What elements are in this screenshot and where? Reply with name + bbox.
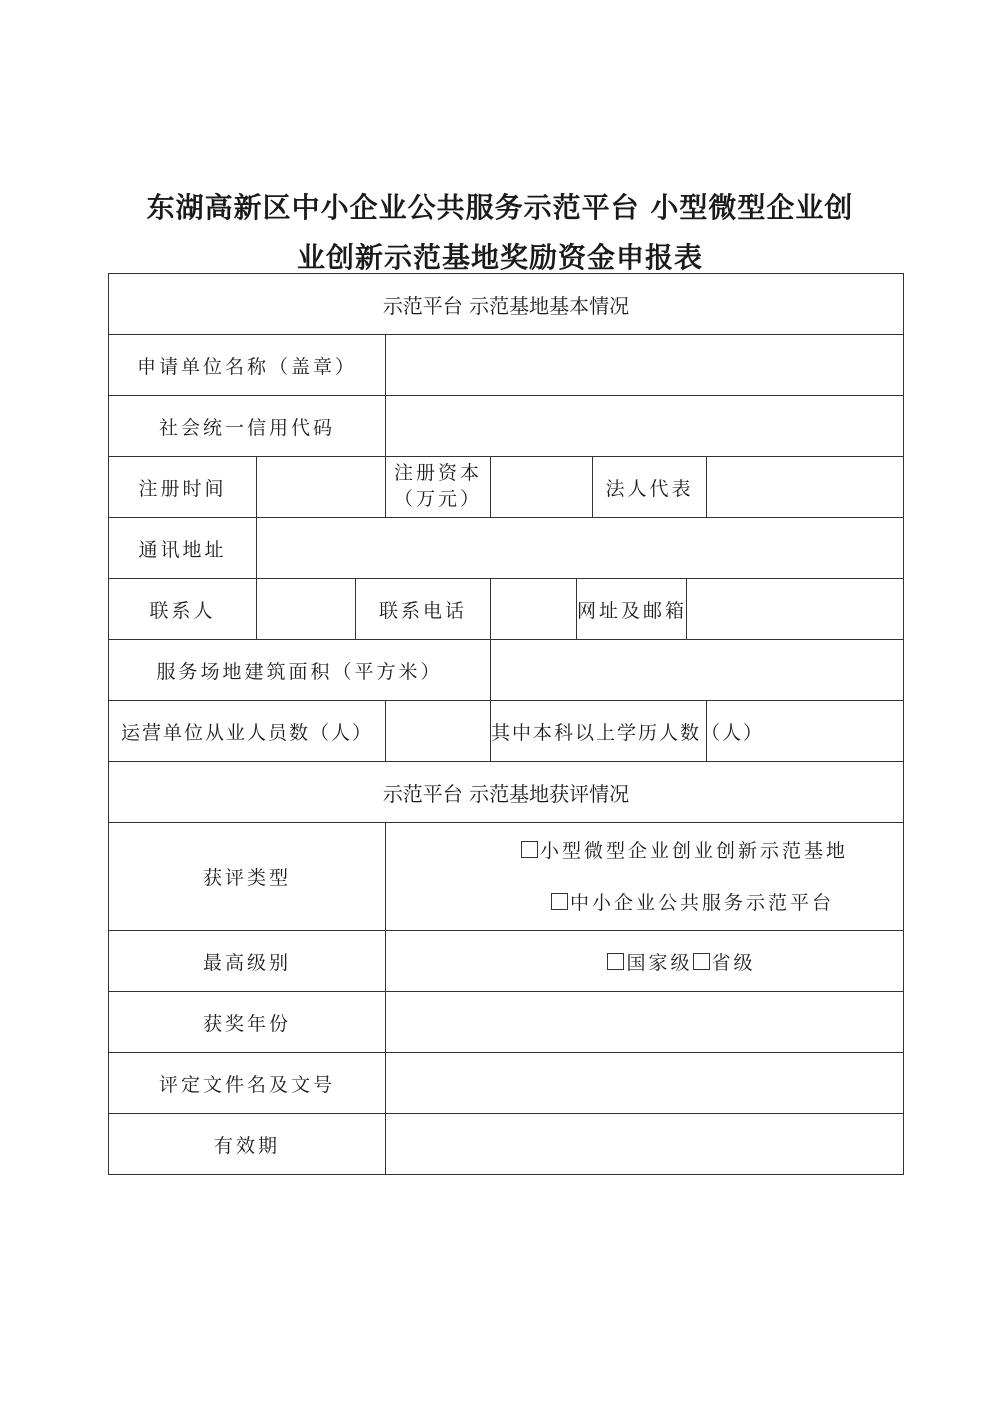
bachelor-count-label: 其中本科以上学历人数（人）: [491, 701, 707, 762]
contact-field[interactable]: [257, 579, 356, 640]
table-row: [109, 931, 904, 992]
applicant-name-field[interactable]: [386, 335, 904, 396]
validity-field[interactable]: [386, 1114, 904, 1175]
award-type-label: 获评类型: [109, 823, 386, 931]
table-row: [109, 1053, 904, 1114]
table-row: [109, 335, 904, 396]
table-row: [109, 640, 904, 701]
legal-rep-label: 法人代表: [593, 457, 707, 518]
table-row: [109, 579, 904, 640]
applicant-name-label: 申请单位名称（盖章）: [109, 335, 386, 396]
award-year-label: 获奖年份: [109, 992, 386, 1053]
option-label: 小型微型企业创业创新示范基地: [539, 839, 848, 862]
register-time-label: 注册时间: [109, 457, 257, 518]
register-capital-label-line1: 注册资本: [393, 462, 482, 485]
website-email-label: 网址及邮箱: [577, 579, 687, 640]
address-label: 通讯地址: [109, 518, 257, 579]
table-row: [109, 274, 904, 335]
option-label: 中小企业公共服务示范平台: [569, 891, 834, 914]
table-row: [109, 762, 904, 823]
section-award-header: 示范平台 示范基地获评情况: [109, 762, 904, 823]
award-type-option-1[interactable]: [466, 825, 903, 877]
credit-code-field[interactable]: [386, 396, 904, 457]
register-capital-field[interactable]: [491, 457, 593, 518]
award-type-option-2[interactable]: [466, 877, 903, 929]
award-year-field[interactable]: [386, 992, 904, 1053]
address-field[interactable]: [257, 518, 904, 579]
staff-count-field[interactable]: [386, 701, 491, 762]
doc-name-field[interactable]: [386, 1053, 904, 1114]
option-label: 国家级: [626, 951, 693, 974]
level-option-provincial[interactable]: [693, 952, 756, 974]
table-row: [109, 396, 904, 457]
website-email-field[interactable]: [687, 579, 904, 640]
option-label: 省级: [711, 951, 756, 974]
checkbox-icon[interactable]: [551, 893, 568, 910]
register-time-field[interactable]: [257, 457, 386, 518]
floor-area-field[interactable]: [491, 640, 904, 701]
register-capital-label-line2: （万元）: [393, 488, 482, 510]
application-form-table: [108, 273, 904, 1175]
table-row: [109, 518, 904, 579]
credit-code-label: 社会统一信用代码: [109, 396, 386, 457]
contact-phone-field[interactable]: [491, 579, 577, 640]
award-type-options: [386, 823, 904, 931]
floor-area-label: 服务场地建筑面积（平方米）: [109, 640, 491, 701]
contact-label: 联系人: [109, 579, 257, 640]
document-title-line2: 业创新示范基地奖励资金申报表: [296, 241, 703, 274]
table-row: [109, 1114, 904, 1175]
validity-label: 有效期: [109, 1114, 386, 1175]
section-basic-header: 示范平台 示范基地基本情况: [109, 274, 904, 335]
table-row: [109, 992, 904, 1053]
legal-rep-field[interactable]: [707, 457, 904, 518]
contact-phone-label: 联系电话: [356, 579, 491, 640]
checkbox-icon[interactable]: [607, 953, 624, 970]
table-row: [109, 823, 904, 931]
document-title-line1: 东湖高新区中小企业公共服务示范平台 小型微型企业创: [146, 191, 854, 224]
staff-count-label: 运营单位从业人员数（人）: [109, 701, 386, 762]
register-capital-label: [386, 457, 491, 518]
highest-level-options: [386, 931, 904, 992]
table-row: [109, 457, 904, 518]
doc-name-label: 评定文件名及文号: [109, 1053, 386, 1114]
highest-level-label: 最高级别: [109, 931, 386, 992]
checkbox-icon[interactable]: [693, 953, 710, 970]
table-row: [109, 701, 904, 762]
checkbox-icon[interactable]: [521, 841, 538, 858]
level-option-national[interactable]: [607, 952, 692, 974]
